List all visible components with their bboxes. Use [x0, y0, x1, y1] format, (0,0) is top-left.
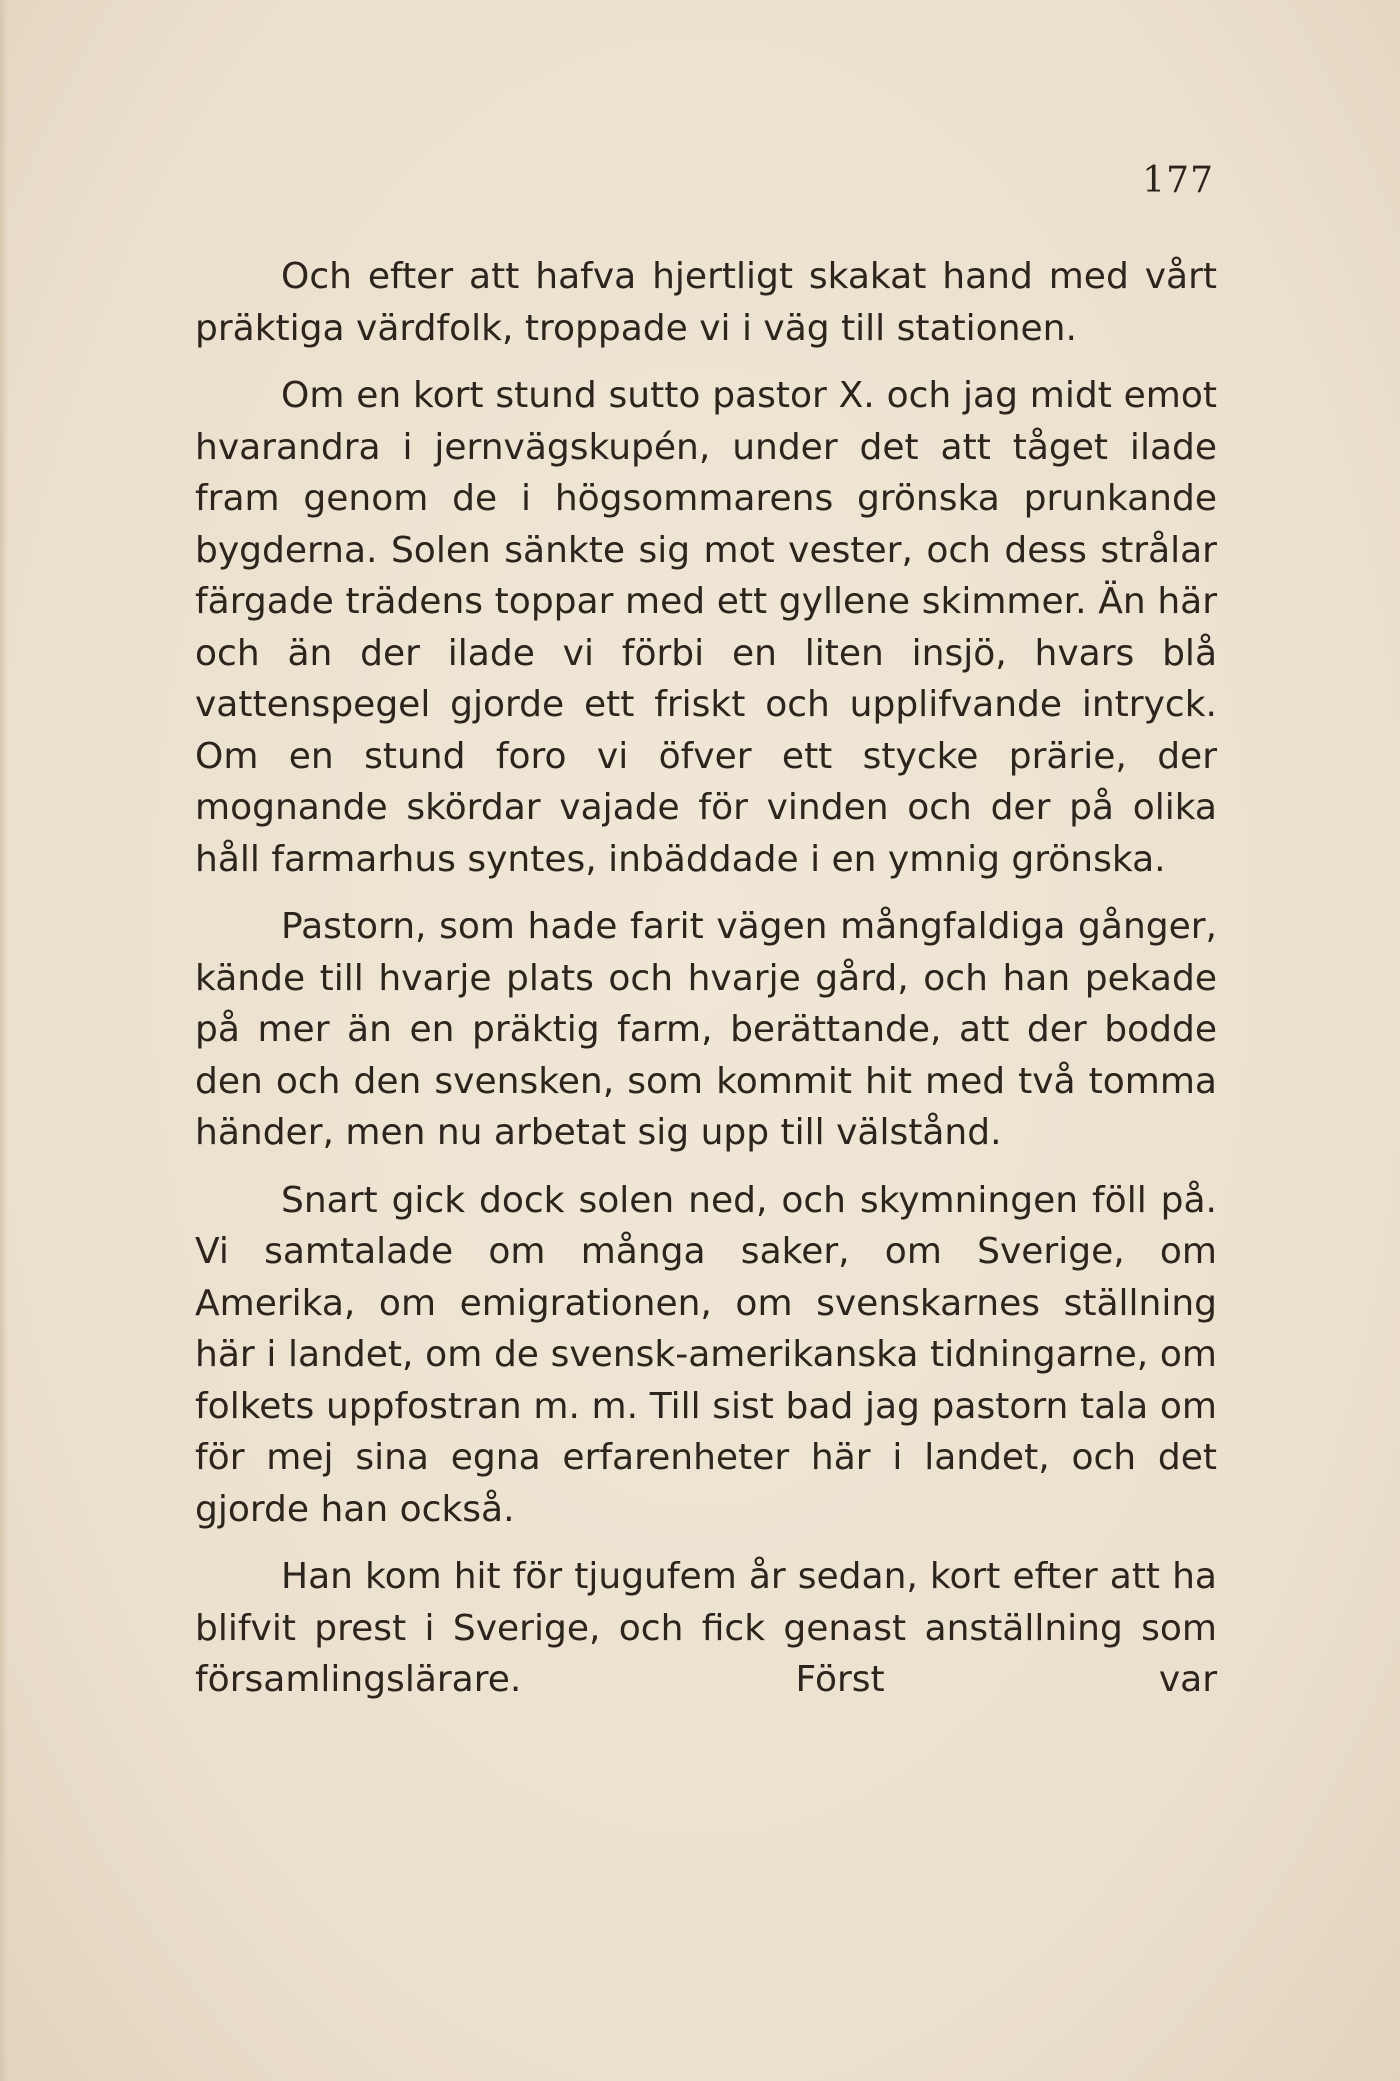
- page-number: 177: [1142, 160, 1214, 201]
- paragraph-3: Pastorn, som hade farit vägen mångfaldiga gånger, kände till hvarje plats och hvarje gård, och han pekade på mer än en präktig farm, berättande, att der bodde den och den svensken, som kommit hit med två tomma händer, men nu arbetat sig upp till välstånd.: [195, 906, 1217, 1153]
- paragraph-4: Snart gick dock solen ned, och skymningen föll på. Vi samtalade om många saker, om Sverige, om Amerika, om emigrationen, om svenskarnes ställning här i landet, om de svensk-amerikanska tidningarne, om folkets uppfostran m. m. Till sist bad jag pastorn tala om för mej sina egna erfarenheter här i landet, och det gjorde han också.: [195, 1179, 1217, 1530]
- page-edge-shadow: [0, 0, 8, 2081]
- paragraph-1: Och efter att hafva hjertligt skakat hand med vårt präktiga värdfolk, troppade vi i väg till stationen.: [195, 256, 1217, 349]
- paragraph-2: Om en kort stund sutto pastor X. och jag midt emot hvarandra i jernvägskupén, under det att tåget ilade fram genom de i högsommarens grönska prunkande bygderna. Solen sänkte sig mot vester, och dess strålar färgade trädens toppar med ett gyllene skimmer. Än här och än der ilade vi förbi en liten insjö, hvars blå vattenspegel gjorde ett friskt och upplifvande intryck. Om en stund foro vi öfver ett stycke prärie, der mognande skördar vajade för vinden och der på olika håll farmarhus syntes, inbäddade i en ymnig grönska.: [195, 375, 1217, 880]
- body-text: [195, 251, 1217, 1706]
- paragraph-5: Han kom hit för tjugufem år sedan, kort efter att ha blifvit prest i Sverige, och fick genast anställning som församlingslärare. Först var: [195, 1556, 1217, 1700]
